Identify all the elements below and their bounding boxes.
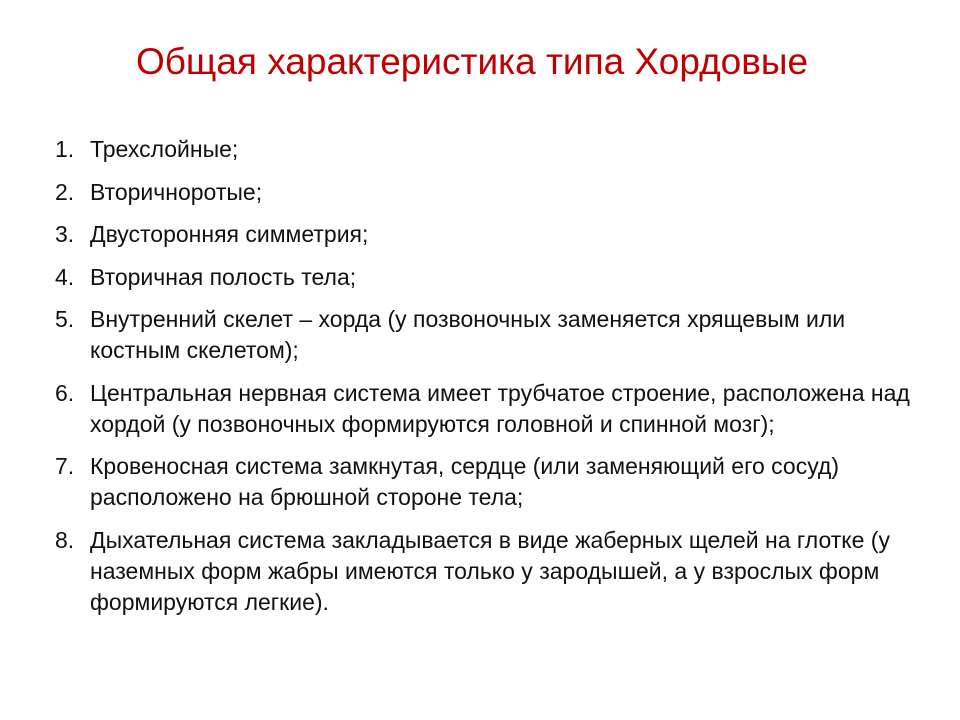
list-item-text: Вторичная полость тела; (90, 263, 357, 290)
characteristics-list (55, 134, 915, 629)
list-item-number: 5. (55, 306, 75, 332)
list-item (55, 134, 915, 165)
list-item (55, 219, 915, 250)
list-item (55, 304, 915, 366)
list-item-text: Внутренний скелет – хорда (у позвоночных заменяется хрящевым или костным скелетом); (90, 306, 846, 363)
list-item-number: 7. (55, 453, 75, 479)
list-item-text: Вторичноротые; (90, 178, 263, 205)
list-item-text: Кровеносная система замкнутая, сердце (или заменяющий его сосуд) расположено на брюшной стороне тела; (90, 453, 840, 510)
list-item (55, 262, 915, 293)
list-item-number: 2. (55, 178, 75, 205)
list-item-text: Центральная нервная система имеет трубчатое строение, расположена над хордой (у позвоночных формируются головной и спинной мозг); (90, 379, 910, 437)
slide-title: Общая характеристика типа Хордовые (135, 41, 809, 82)
list-item-number: 4. (55, 263, 75, 290)
list-item (55, 451, 915, 513)
list-item-text: Двусторонняя симметрия; (90, 221, 369, 247)
list-item-number: 8. (55, 526, 75, 553)
list-item (55, 378, 915, 440)
list-item-number: 6. (55, 379, 75, 406)
list-item (55, 525, 915, 618)
list-item-text: Дыхательная система закладывается в виде жаберных щелей на глотке (у наземных форм жабры имеются только у зародышей, а у взрослых форм формируются легкие). (90, 526, 890, 615)
list-item-text: Трехслойные; (90, 136, 239, 162)
list-item-number: 1. (55, 136, 75, 162)
list-item (55, 177, 915, 208)
list-item-number: 3. (55, 221, 75, 247)
